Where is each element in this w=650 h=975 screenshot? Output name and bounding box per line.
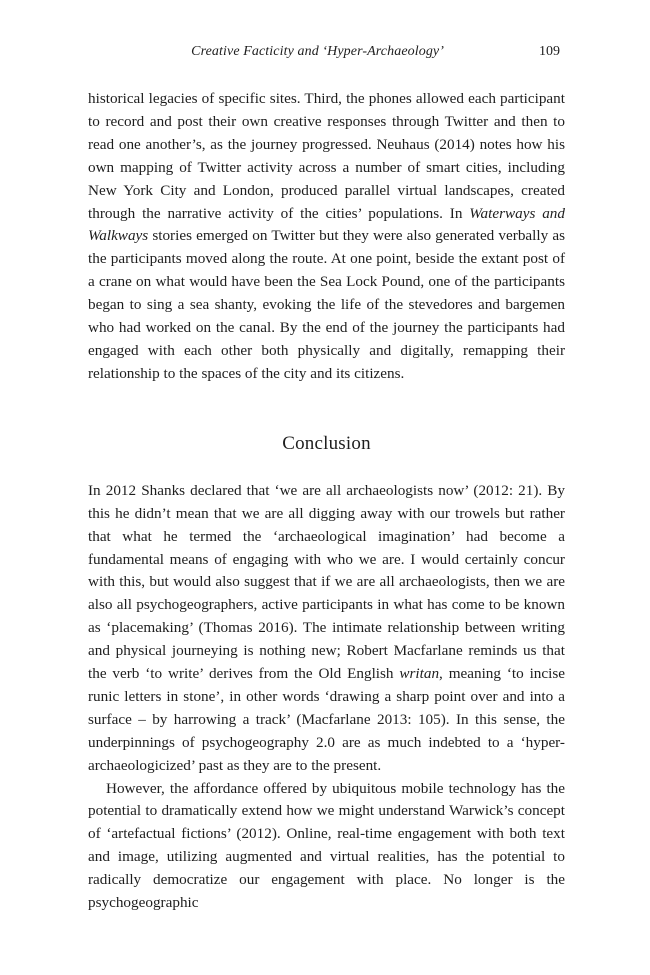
section-heading: Conclusion xyxy=(282,432,371,454)
paragraph-1-text-b: stories emerged on Twitter but they were also generated verbally as the participants moved along the route. At one point, beside the extant post of a crane on what would have been the Sea Lock Pound, one of the participants began to sing a sea shanty, evoking the life of the stevedores and bargemen who had worked on the canal. By the end of the journey the participants had engaged with each other both physically and digitally, remapping their relationship to the spaces of the city and its citizens. xyxy=(88,227,565,382)
page-number: 109 xyxy=(539,44,560,59)
paragraph-2 xyxy=(88,480,565,778)
paragraph-2-text-a: In 2012 Shanks declared that ‘we are all archaeologists now’ (2012: 21). By this he didn’t mean that we are all digging away with our trowels but rather that what he termed the ‘archaeological imagination’ had become a fundamental means of engaging with who we are. I would certainly concur with this, but would also suggest that if we are all archaeologists, then we are also all psychogeographers, active participants in what has come to be known as ‘placemaking’ (Thomas 2016). The intimate relationship between writing and physical journeying is nothing new; Robert Macfarlane reminds us that the verb ‘to write’ derives from the Old English xyxy=(88,481,565,683)
paragraph-1-italic-title: Waterways and Walkways xyxy=(88,204,565,245)
running-head xyxy=(0,44,650,64)
paragraph-3: However, the affordance offered by ubiquitous mobile technology has the potential to dramatically extend how we might understand Warwick’s concept of ‘artefactual fictions’ (2012). Online, real-time engagement with both text and image, utilizing augmented and virtual realities, has the potential to radically democratize our engagement with place. No longer is the psychogeographic xyxy=(88,779,565,912)
paragraph-2-italic-word: writan xyxy=(399,665,440,683)
paragraph-2-text-b: , meaning ‘to incise runic letters in stone’, in other words ‘drawing a sharp point over and into a surface – by harrowing a track’ (Macfarlane 2013: 105). In this sense, the underpinnings of psychogeography 2.0 are as much indebted to a ‘hyper-archaeologicized’ past as they are to the present. xyxy=(88,665,566,774)
paragraph-1 xyxy=(88,88,565,386)
text-block xyxy=(88,88,565,915)
running-title: Creative Facticity and ‘Hyper-Archaeology’ xyxy=(191,44,444,59)
paragraph-1-text-a: historical legacies of specific sites. Third, the phones allowed each participant to record and post their own creative responses through Twitter and then to read one another’s, as the journey progressed. Neuhaus (2014) notes how his own mapping of Twitter activity across a number of smart cities, including New York City and London, produced parallel virtual landscapes, created through the narrative activity of the cities’ populations. In xyxy=(88,90,565,222)
